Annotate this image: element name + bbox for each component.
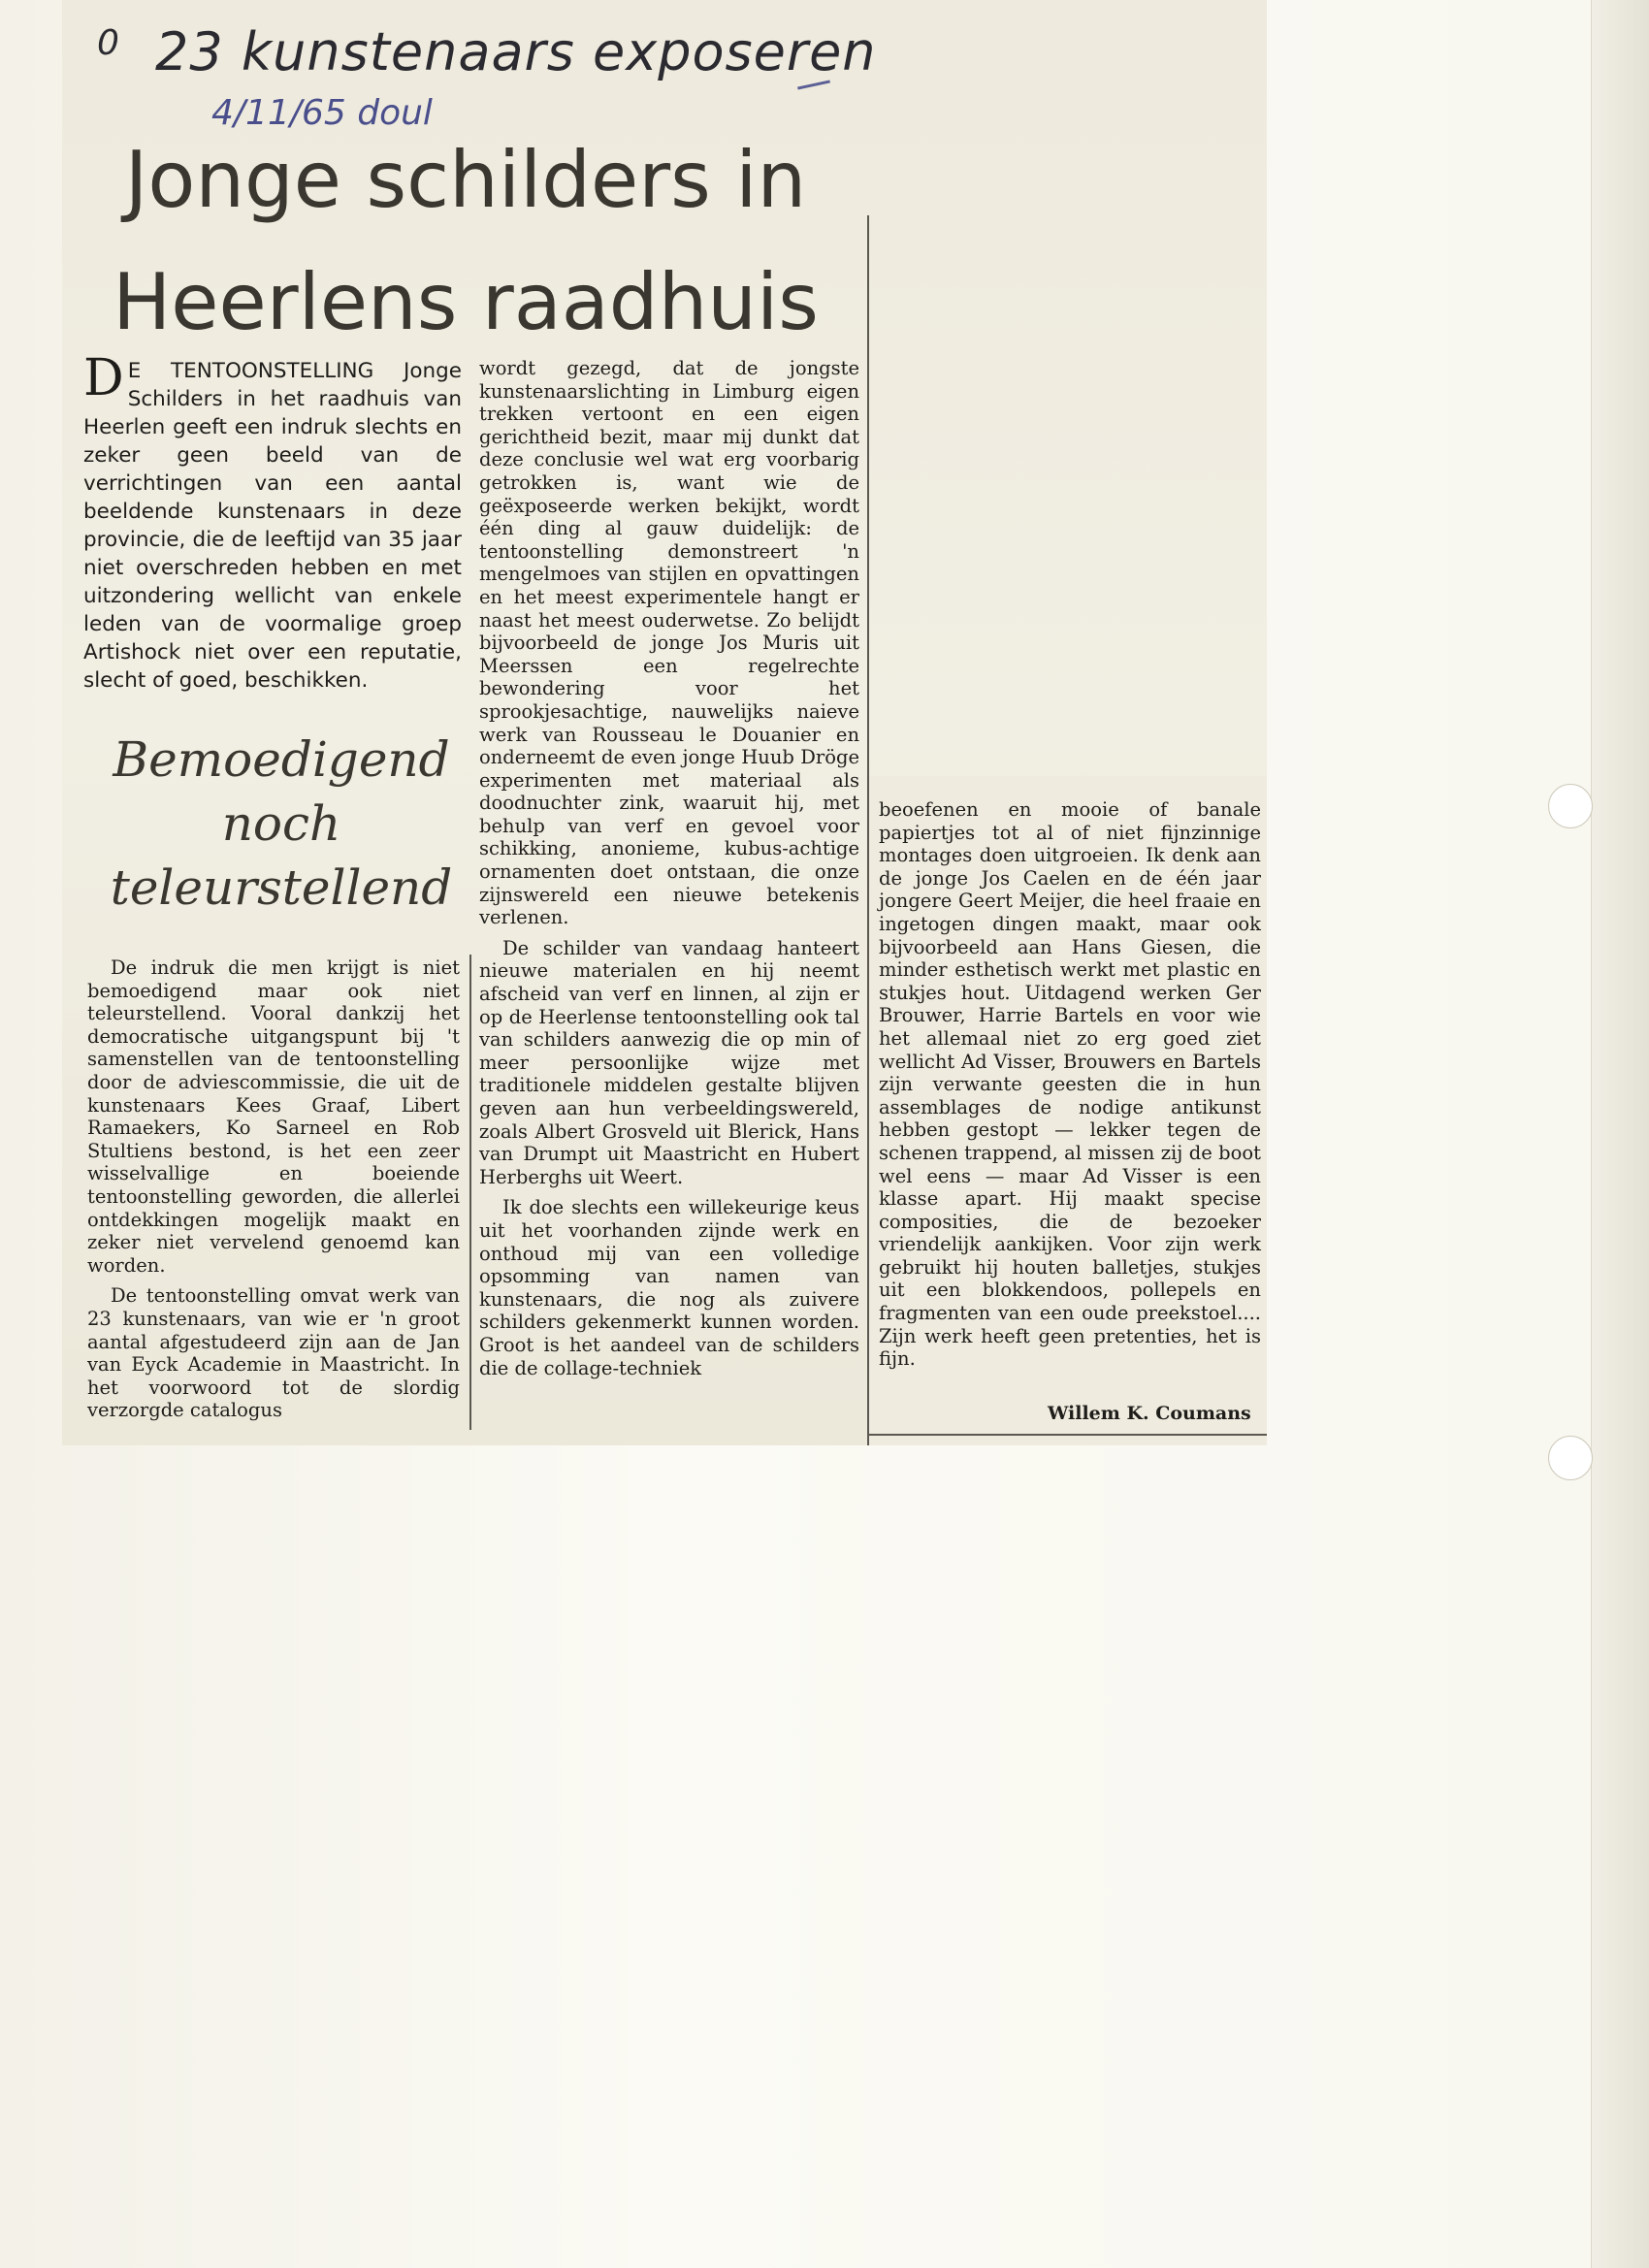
sheet-edge (1591, 0, 1649, 2268)
column3-paragraph: beoefenen en mooie of banale papiertjes tot al of niet fijnzinnige montages doen uitgroeien. Ik denk aan de jonge Jos Caelen en de één jaar jongere Geert Meijer, die heel fraaie en ingetogen dingen maakt, maar ook bijvoorbeeld aan Hans Giesen, die minder esthetisch werkt met plastic en stukjes hout. Uitdagend werken Ger Brouwer, Harrie Bartels en voor wie het allemaal niet zo erg goed ziet wellicht Ad Visser, Brouwers en Bartels zijn verwante geesten die in hun assemblages de nodige antikunst hebben gestopt — lekker tegen de schenen trappend, al missen zij de boot wel eens — maar Ad Visser is een klasse apart. Hij maakt specise composities, die de bezoeker vriendelijk aankijken. Voor zijn werk gebruikt hij houten balletjes, stukjes uit een blokkendoos, pollepels en fragmenten van een oude preekstoel.... Zijn werk heeft geen pretenties, het is fijn. (879, 798, 1261, 1371)
column1-paragraph: De tentoonstelling omvat werk van 23 kunstenaars, van wie er 'n groot aantal afgestudeerd zijn aan de Jan van Eyck Academie in Maastricht. In het voorwoord tot de slordig verzorgde catalogus (87, 1284, 460, 1422)
drop-cap: D (83, 349, 124, 407)
article-column-3 (879, 798, 1261, 1378)
lead-paragraph (83, 349, 462, 695)
article-column-1 (87, 956, 460, 1430)
column-rule (469, 955, 471, 1430)
subheading-line3: teleurstellend (110, 859, 453, 916)
column-rule-bottom (867, 1434, 1267, 1436)
column1-paragraph: De indruk die men krijgt is niet bemoedigend maar ook niet teleurstellend. Vooral dankzij het democratische uitgangspunt bij 't samenstellen van de tentoonstelling door de adviescommissie, die uit de kunstenaars Kees Graaf, Libert Ramaekers, Ko Sarneel en Rob Stultiens bestond, is het een zeer wisselvallige en boeiende tentoonstelling geworden, die allerlei ontdekkingen mogelijk maakt en zeker niet vervelend genoemd kan worden. (87, 956, 460, 1277)
subheading-line2: noch (221, 795, 341, 852)
headline-line1: Jonge schilders in (124, 135, 807, 225)
punch-hole-bottom (1548, 1436, 1593, 1480)
column-rule (867, 215, 869, 1445)
byline: Willem K. Coumans (1048, 1403, 1251, 1424)
subheading-line1: Bemoedigend (113, 731, 450, 788)
column2-paragraph: wordt gezegd, dat de jongste kunstenaarslichting in Limburg eigen trekken vertoont en een eigen gerichtheid bezit, maar mij dunkt dat deze conclusie wel wat erg voorbarig getrokken is, want wie de geëxposeerde werken bekijkt, wordt één ding al gauw duidelijk: de tentoonstelling demonstreert 'n mengelmoes van stijlen en opvattingen en het meest experimentele hangt er naast het meest ouderwetse. Zo belijdt bijvoorbeeld de jonge Jos Muris uit Meerssen een regelrechte bewondering voor het sprookjesachtige, nauwelijks naieve werk van Rousseau le Douanier en onderneemt de even jonge Huub Dröge experimenten met materiaal als doodnuchter zink, waaruit hij, met behulp van verf en gevoel voor schikking, anonieme, kubus-achtige ornamenten doet ontstaan, die onze zijnswereld een nieuwe betekenis verlenen. (479, 357, 859, 929)
handwritten-mark: 0 (97, 23, 119, 63)
lead-text: E TENTOONSTELLING Jonge Schilders in het raadhuis van Heerlen geeft een indruk slechts en zeker geen beeld van de verrichtingen van een aantal beeldende kunstenaars in deze provincie, die de leeftijd van 35 jaar niet overschreden hebben en met uitzondering wellicht van enkele leden van de voormalige groep Artishock niet over een reputatie, slecht of goed, beschikken. (83, 359, 462, 693)
article-column-2 (479, 357, 859, 1387)
column2-paragraph: De schilder van vandaag hanteert nieuwe materialen en hij neemt afscheid van verf en linnen, al zijn er op de Heerlense tentoonstelling ook tal van schilders aanwezig die op min of meer persoonlijke wijze met traditionele middelen gestalte blijven geven aan hun verbeeldingswereld, zoals Albert Grosveld uit Blerick, Hans van Drumpt uit Maastricht en Hubert Herberghs uit Weert. (479, 936, 859, 1188)
punch-hole-top (1548, 784, 1593, 828)
handwritten-date: 4/11/65 doul (211, 93, 433, 133)
column2-paragraph: Ik doe slechts een willekeurige keus uit het voorhanden zijnde werk en onthoud mij van een volledige opsomming van namen van kunstenaars, die nog als zuivere schilders gekenmerkt kunnen worden. Groot is het aandeel van de schilders die de collage-techniek (479, 1196, 859, 1379)
subheading (87, 728, 475, 920)
handwritten-kicker: 23 kunstenaars exposeren (155, 21, 877, 82)
headline-line2: Heerlens raadhuis (113, 257, 819, 347)
